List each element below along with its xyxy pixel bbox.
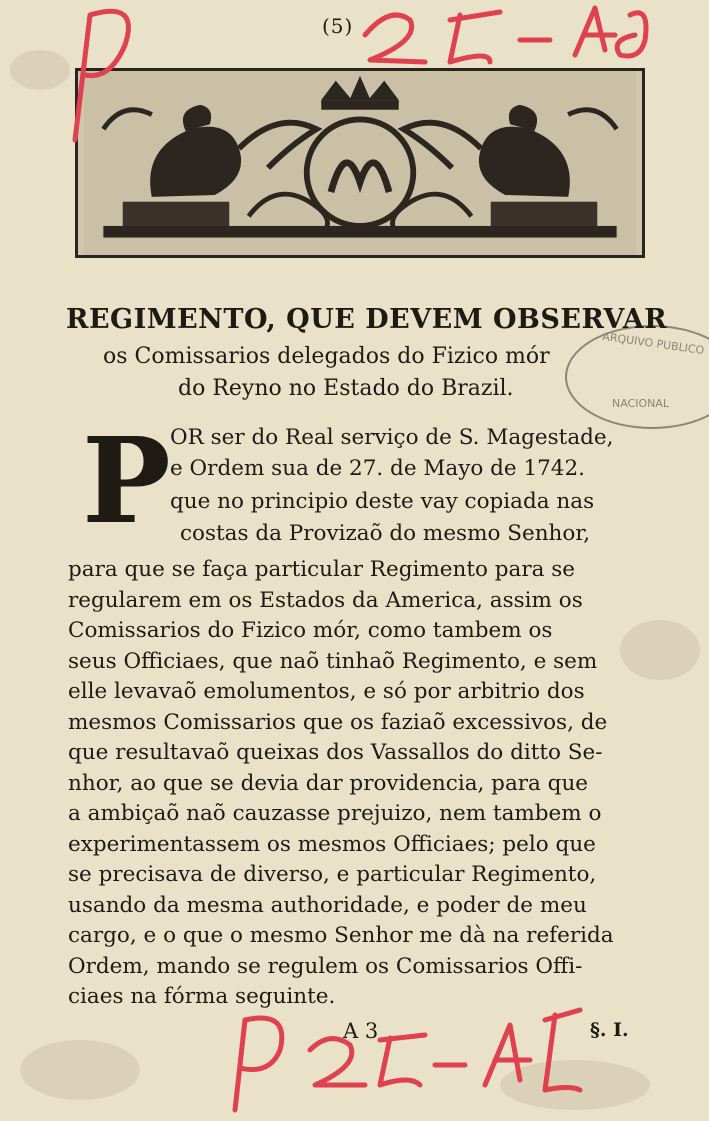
- body-line: se precisava de diverso, e particular Regimento,: [68, 862, 597, 887]
- body-line: seus Officiaes, que naõ tinhaõ Regimento, e sem: [68, 649, 598, 674]
- body-line: usando da mesma authoridade, e poder de meu: [68, 893, 587, 918]
- body-line: que no principio deste vay copiada nas: [170, 489, 595, 514]
- body-line: ciaes na fórma seguinte.: [68, 984, 336, 1009]
- title-line-1: REGIMENTO, QUE DEVEM OBSERVAR: [66, 304, 668, 335]
- section-mark: §. I.: [590, 1019, 629, 1041]
- body-line: regularem em os Estados da America, assim os: [68, 588, 583, 613]
- signature-mark: A 3: [343, 1019, 379, 1043]
- body-line: a ambiçaõ naõ cauzasse prejuizo, nem tambem o: [68, 801, 602, 826]
- body-line: mesmos Comissarios que os faziaõ excessivos, de: [68, 710, 608, 735]
- body-line: Comissarios do Fizico mór, como tambem os: [68, 618, 553, 643]
- paper-stain: [500, 1060, 650, 1110]
- paper-stain: [10, 50, 70, 90]
- title-line-3: do Reyno no Estado do Brazil.: [178, 376, 514, 401]
- body-line: que resultavaõ queixas dos Vassallos do ditto Se-: [68, 740, 603, 765]
- body-line: experimentassem os mesmos Officiaes; pelo que: [68, 832, 596, 857]
- body-line: Ordem, mando se regulem os Comissarios Offi-: [68, 954, 583, 979]
- body-line: elle levavaõ emolumentos, e só por arbitrio dos: [68, 679, 585, 704]
- body-line: cargo, e o que o mesmo Senhor me dà na referida: [68, 923, 614, 948]
- archive-stamp: [565, 325, 709, 429]
- stamp-line-2: NACIONAL: [612, 397, 670, 410]
- body-line: para que se faça particular Regimento para se: [68, 557, 576, 582]
- body-line: costas da Provizaõ do mesmo Senhor,: [180, 521, 591, 546]
- page-number: (5): [322, 14, 354, 38]
- body-line: OR ser do Real serviço de S. Magestade,: [170, 425, 614, 450]
- ornament-birds-crown-icon: [78, 71, 642, 255]
- stamp-line-1: ARQUIVO PUBLICO: [601, 329, 705, 358]
- title-line-2: os Comissarios delegados do Fizico mór: [103, 344, 550, 369]
- body-line: nhor, ao que se devia dar providencia, para que: [68, 771, 589, 796]
- drop-cap: P: [82, 411, 171, 550]
- paper-stain: [620, 620, 700, 680]
- body-line: e Ordem sua de 27. de Mayo de 1742.: [170, 456, 585, 481]
- paper-stain: [20, 1040, 140, 1100]
- decorative-headpiece: [75, 68, 645, 258]
